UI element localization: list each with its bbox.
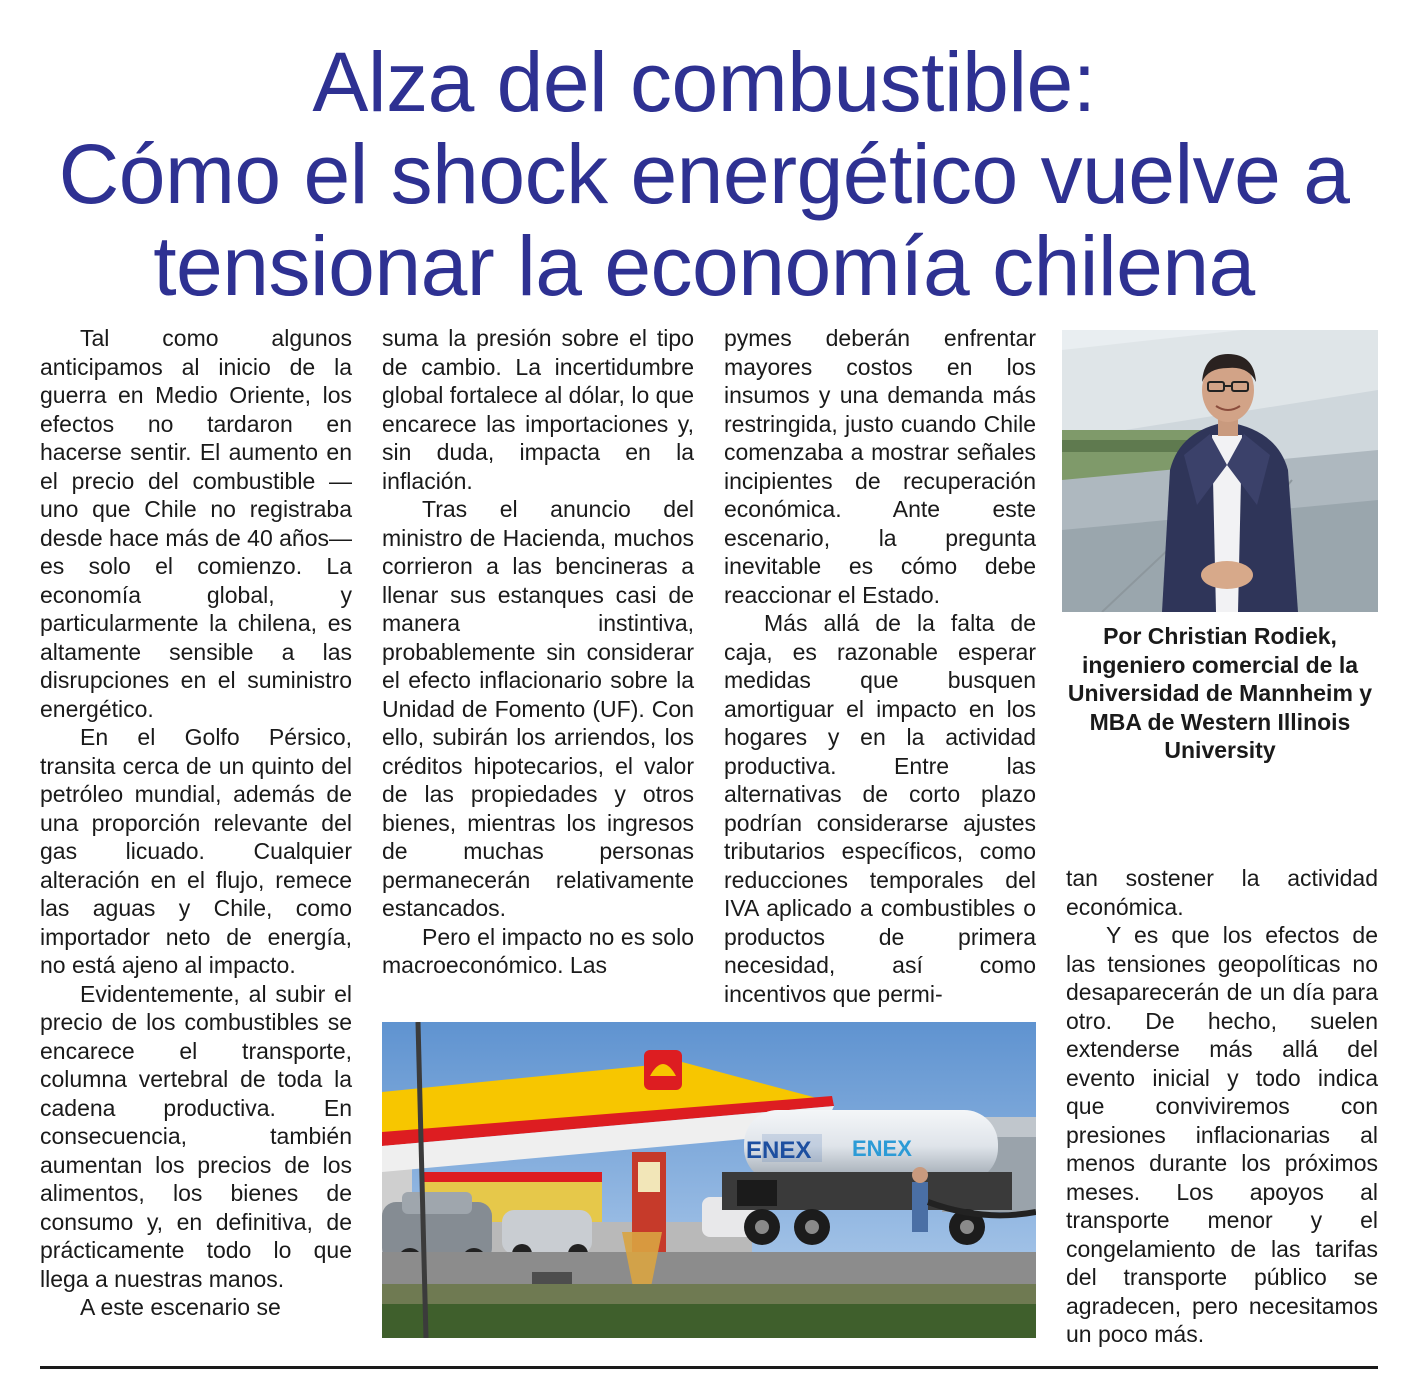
headline-line-1: Alza del combustible: [312, 35, 1096, 129]
bottom-rule [40, 1366, 1378, 1369]
paragraph: Tras el anuncio del ministro de Hacienda, muchos corrieron a las bencineras a llenar sus estanques casi de manera instintiva, probablemente sin considerar el efecto inflacionario sobre la Unidad de Fomento (UF). Con ello, subirán los arriendos, los créditos hipotecarios, el valor de las propiedades y otros bienes, mientras los ingresos de muchas personas permanecerán relativamente estancados. [382, 496, 694, 921]
paragraph: pymes deberán enfrentar mayores costos en los insumos y una demanda más restringida, justo cuando Chile comenzaba a mostrar señales incipientes de recuperación económica. Ante este escenario, la pregunta inevitable es cómo debe reaccionar el Estado. [724, 325, 1036, 608]
paragraph: Tal como algunos anticipamos al inicio de la guerra en Medio Oriente, los efectos no tardaron en hacerse sentir. El aumento en el precio del combustible —uno que Chile no registraba desde hace más de 40 años— es solo el comienzo. La economía global, y particularmente la chilena, es altamente sensible a las disrupciones en el suministro energético. [40, 325, 352, 722]
headline-line-2: Cómo el shock energético vuelve a [58, 127, 1350, 221]
article-column-4 [1066, 864, 1378, 1349]
article-column-1 [40, 324, 352, 1322]
paragraph: Evidentemente, al subir el precio de los combustibles se encarece el transporte, columna vertebral de toda la cadena productiva. En consecuencia, también aumentan los precios de los alimentos, los bienes de consumo y, en definitiva, de prácticamente todo lo que llega a nuestras manos. [40, 980, 352, 1292]
headline-line-3: tensionar la economía chilena [153, 219, 1255, 313]
tanker-brand-label: ENEX [746, 1137, 812, 1164]
headline [20, 36, 1388, 312]
gas-station-photo [382, 1022, 1036, 1338]
paragraph: Más allá de la falta de caja, es razonable esperar medidas que busquen amortiguar el impacto en los hogares y en la actividad productiva. Entre las alternativas de corto plazo podrían considerarse ajustes tributarios específicos, como reducciones temporales del IVA aplicado a combustibles o productos de primera necesidad, así como incentivos que permi- [724, 610, 1036, 1007]
author-photo [1062, 330, 1378, 612]
author-byline: Por Christian Rodiek, ingeniero comercial de la Universidad de Mannheim y MBA de Western Illinois University [1067, 623, 1373, 763]
paragraph: En el Golfo Pérsico, transita cerca de un quinto del petróleo mundial, además de una proporción relevante del gas licuado. Cualquier alteración en el flujo, remece las aguas y Chile, como importador neto de energía, no está ajeno al impacto. [40, 724, 352, 978]
article-column-2 [382, 324, 694, 980]
tanker-brand-label-2: ENEX [852, 1136, 912, 1161]
author-photo-image [1062, 330, 1378, 612]
paragraph: suma la presión sobre el tipo de cambio. La incertidumbre global fortalece al dólar, lo que encarece las importaciones y, sin duda, impacta en la inflación. [382, 325, 694, 494]
paragraph: A este escenario se [80, 1294, 281, 1320]
article-column-3 [724, 324, 1036, 1008]
gas-station-image [382, 1022, 1036, 1338]
paragraph: Y es que los efectos de las tensiones geopolíticas no desaparecerán de un día para otro. De hecho, suelen extenderse más allá del evento inicial y todo indica que conviviremos con presiones inflacionarias al menos durante los próximos meses. Los apoyos al transporte menor y el congelamiento de las tarifas del transporte público se agradecen, pero necesitamos un poco más. [1066, 922, 1378, 1347]
paragraph: Pero el impacto no es solo macroeconómico. Las [382, 923, 694, 978]
paragraph: tan sostener la actividad económica. [1066, 865, 1378, 920]
